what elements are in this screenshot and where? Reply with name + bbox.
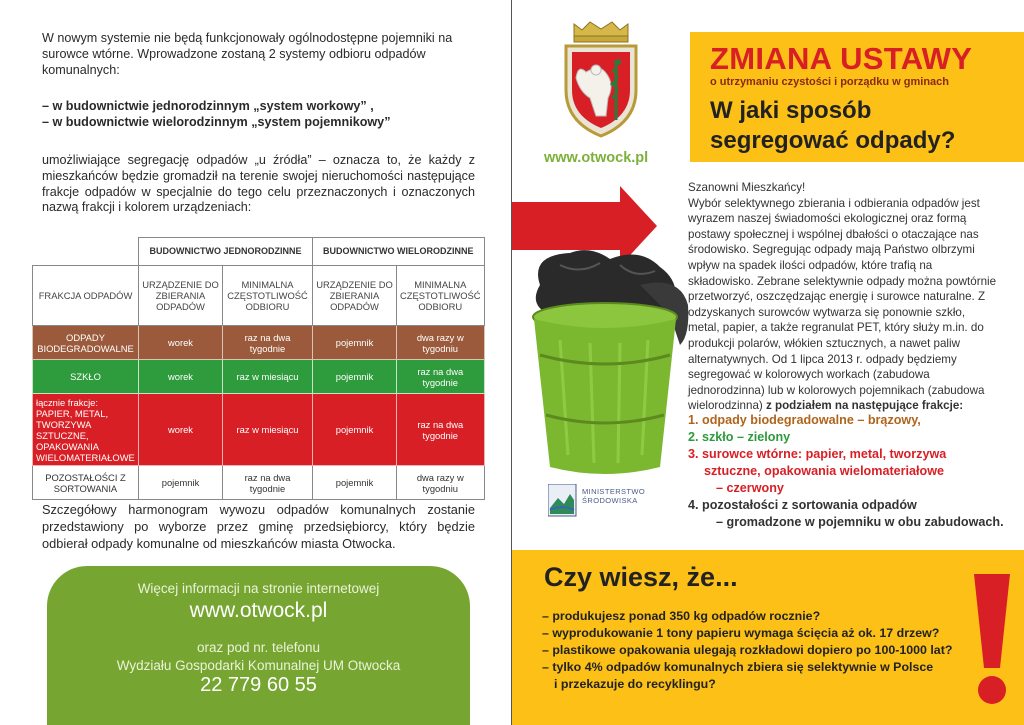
collection-systems [42,99,475,131]
fraction-recyclables-line: 3. surowce wtórne: papier, metal, tworzywa [688,447,947,461]
header-device-2: URZĄDZENIE DO ZBIERANIA ODPADÓW [313,266,397,326]
fraction-cell: ODPADY BIODEGRADOWALNE [33,326,139,360]
did-you-know-banner [512,550,1024,725]
table-cell: worek [139,394,223,466]
table-cell: pojemnik [313,360,397,394]
letter-bold-ending: z podziałem na następujące frakcje: [762,399,964,413]
contact-info-box [47,566,470,725]
department-name: Wydziału Gospodarki Komunalnej UM Otwocka [116,658,401,673]
waste-collection-table [32,237,485,500]
question-title [710,96,955,156]
table-cell: pojemnik [313,466,397,500]
coat-of-arms-icon [556,20,646,140]
letter-to-residents [688,180,998,414]
fraction-residual-line: – gromadzone w pojemniku w obu zabudowach. [716,515,1004,529]
table-row [33,466,485,500]
table-group-header-row [33,238,485,266]
table-cell: raz na dwa tygodnie [397,360,485,394]
fraction-residual [688,497,1008,531]
table-row [33,360,485,394]
fact-item: – wyprodukowanie 1 tony papieru wymaga ścięcia aż ok. 17 drzew? [542,626,940,640]
table-cell: raz na dwa tygodnie [223,466,313,500]
header-device-1: URZĄDZENIE DO ZBIERANIA ODPADÓW [139,266,223,326]
table-cell: raz w miesiącu [223,394,313,466]
schedule-paragraph: Szczegółowy harmonogram wywozu odpadów komunalnych zostanie przedstawiony po wyborze przez gminę przedsiębiorcy, który będzie odbierał odpady komunalne od mieszkańców miasta Otwocka. [42,502,475,551]
fraction-recyclables-color: – czerwony [716,481,784,495]
table-cell: pojemnik [139,466,223,500]
main-title: ZMIANA USTAWY [710,41,973,76]
table-row [33,326,485,360]
fraction-glass: 2. szkło – zielony [688,430,791,444]
did-you-know-title: Czy wiesz, że... [544,562,738,592]
fraction-recyclables-line: sztuczne, opakowania wielomateriałowe [704,464,945,478]
website-url[interactable]: www.otwock.pl [544,150,649,166]
phone-label [47,639,470,675]
ministry-logo [548,484,658,520]
system-multi-family: – w budownictwie wielorodzinnym „system pojemnikowy” [42,114,391,129]
exclamation-icon [970,572,1014,712]
question-line-2: segregować odpady? [710,127,956,154]
group-multi-family: BUDOWNICTWO WIELORODZINNE [313,238,485,266]
fraction-cell: SZKŁO [33,360,139,394]
fact-item: – plastikowe opakowania ulegają rozkładowi dopiero po 100-1000 lat? [542,643,953,657]
header-frequency-2: MINIMALNA CZĘSTOTLIWOŚĆ ODBIORU [397,266,485,326]
facts-list [542,608,962,693]
table-cell: pojemnik [313,326,397,360]
table-cell: worek [139,326,223,360]
table-cell: raz na dwa tygodnie [397,394,485,466]
table-cell: dwa razy w tygodniu [397,466,485,500]
fact-item: i przekazuje do recyklingu? [554,677,716,691]
system-single-family: – w budownictwie jednorodzinnym „system workowy” , [42,99,374,113]
table-cell: pojemnik [313,394,397,466]
table-header-row [33,266,485,326]
header-fraction: FRAKCJA ODPADÓW [33,266,139,326]
fact-item: – tylko 4% odpadów komunalnych zbiera się selektywnie w Polsce [542,660,934,674]
phone-number: 22 779 60 55 [200,674,317,696]
more-info-label: Więcej informacji na stronie internetowej [137,581,380,596]
segregation-description: umożliwiające segregację odpadów „u źródła” – oznacza to, że każdy z mieszkańców będzie gromadził na terenie swojej nieruchomości następujące frakcje odpadów w specjalnie do tego celu przeznaczonych i oznaczonych nazwą frakcji i kolorem urządzeniach: [42,153,475,215]
right-page [512,0,1024,725]
ministry-name: MINISTERSTWO ŚRODOWISKA [582,487,646,505]
fractions-list [688,412,1008,531]
fraction-cell: łącznie frakcje: PAPIER, METAL, TWORZYWA SZTUCZNE, OPAKOWANIA WIELOMATERIAŁOWE [33,394,139,466]
table-cell: dwa razy w tygodniu [397,326,485,360]
fraction-biodegradable: 1. odpady biodegradowalne – brązowy, [688,413,921,427]
title-banner [690,32,1024,162]
letter-body: Szanowni Mieszkańcy! Wybór selektywnego zbierania i odbierania odpadów jest wyrazem naszej świadomości ekologicznej oraz formą postawy społecznej i wspólnej dbałości o otaczające nas środowisko. Segregując odpady mają Państwo olbrzymi wpływ na spadek ilości odpadów, które trafią na składowisko. Zebrane selektywnie odpady można powtórnie przetworzyć, oszczędzając energię i surowce naturalne. Z odzyskanych surowców wytwarza się ponownie szkło, metal, papier, a także regranulat PET, który służy m.in. do produkcji polarów, włókien sztucznych, a nawet paliw alternatywnych. Od 1 lipca 2013 r. odpady będziemy segregować w kolorowych workach (zabudowa jednorodzinna) lub w kolorowych pojemnikach (zabudowa wielorodzinna) [688,181,997,413]
green-trash-bin-icon [520,245,690,480]
fraction-recyclables [688,446,1008,497]
phone-label-line: oraz pod nr. telefonu [196,640,321,655]
fact-item: – produkujesz ponad 350 kg odpadów rocznie? [542,609,821,623]
question-line-1: W jaki sposób [710,97,872,124]
table-cell: raz w miesiącu [223,360,313,394]
intro-paragraph: W nowym systemie nie będą funkcjonowały ogólnodostępne pojemniki na surowce wtórne. Wprowadzone zostaną 2 systemy odbioru odpadów komunalnych: [42,31,453,77]
ministry-emblem-icon [548,484,578,518]
table-cell: worek [139,360,223,394]
table-cell: raz na dwa tygodnie [223,326,313,360]
law-subtitle: o utrzymaniu czystości i porządku w gminach [710,76,949,88]
header-frequency-1: MINIMALNA CZĘSTOTLIWOŚĆ ODBIORU [223,266,313,326]
fraction-residual-line: 4. pozostałości z sortowania odpadów [688,498,917,512]
website-link[interactable]: www.otwock.pl [189,599,328,622]
table-row [33,394,485,466]
group-single-family: BUDOWNICTWO JEDNORODZINNE [139,238,313,266]
fraction-cell: POZOSTAŁOŚCI Z SORTOWANIA [33,466,139,500]
